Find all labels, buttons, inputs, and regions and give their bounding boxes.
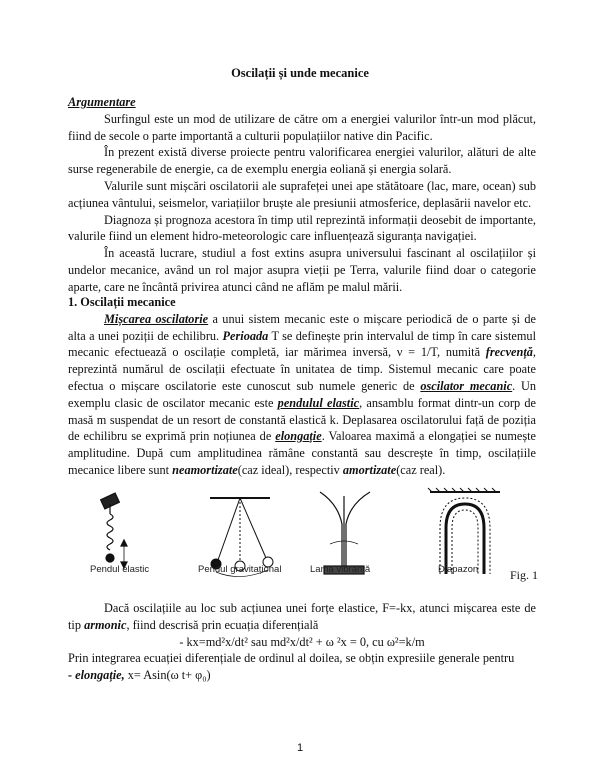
term-elastic-pendulum: pendulul elastic bbox=[277, 395, 360, 410]
section-heading: 1. Oscilații mecanice bbox=[68, 295, 176, 309]
text-span: T se definește prin intervalul de timp în care sistemul mecanic efectuează o oscilație completă, iar mărimea inversă, ν = 1/T, numită bbox=[68, 328, 536, 360]
argument-section bbox=[68, 94, 536, 296]
text-span: (caz real). bbox=[396, 462, 446, 477]
term-frequency: frecvență bbox=[485, 345, 533, 360]
paragraph: În această lucrare, studiul a fost extins asupra universului fascinant al oscilațiilor și undelor mecanice, având un rol major asupra vieții pe Terra, valurile fiind doar o categorie aparte, care ne încântă privirea atunci când ne aflăm pe malul mării. bbox=[68, 246, 536, 294]
term-oscillatory-motion: Mișcarea oscilatorie bbox=[104, 311, 209, 326]
oscillations-section bbox=[68, 294, 536, 479]
term-elongation-label: - elongație, bbox=[68, 668, 125, 683]
paragraph bbox=[68, 600, 536, 634]
argument-heading: Argumentare bbox=[68, 95, 136, 109]
oscillators-illustration bbox=[80, 484, 560, 592]
caption-gravitational-pendulum: Pendul gravitațional bbox=[198, 564, 282, 575]
text-span: . Valoarea maximă a elongației se numește amplitudine. După cum amplitudinea rămâne constantă sau descrește în timp, oscilațiile mecanice libere sunt bbox=[68, 429, 536, 477]
text-span: , reprezintă numărul de oscilații efectuate în unitatea de timp. Sistemul mecanic care poate efectua o mișcare oscilatorie este cunoscut sub numele generic de bbox=[68, 345, 536, 393]
caption-tuning-fork: Diapazon bbox=[438, 564, 479, 575]
text-span: a unui sistem mecanic este o mișcare periodică de o parte și de alta a unei poziții de echilibru. bbox=[68, 311, 537, 343]
page-title: Oscilații și unde mecanice bbox=[231, 66, 369, 80]
formula-text: x= Asin(ω t+ φ₀) bbox=[124, 668, 211, 683]
term-damped: amortizate bbox=[342, 462, 397, 477]
text-span: . Un exemplu clasic de oscilator mecanic este bbox=[68, 378, 537, 410]
tuning-fork-drawing bbox=[428, 488, 500, 574]
term-period: Perioada bbox=[222, 328, 269, 343]
caption-vibrating-blade: Lamă vibrantă bbox=[310, 564, 371, 575]
elongation-formula bbox=[68, 667, 536, 684]
paragraph bbox=[68, 311, 536, 479]
paragraph: Valurile sunt mișcări oscilatorii ale suprafeței unei ape stătătoare (lac, mare, ocean) sub acțiunea vântului, seismelor, variațiilor bruște ale presiunii atmosferice, deplasării navelor etc. bbox=[68, 178, 536, 210]
term-elongation: elongație bbox=[275, 429, 322, 444]
text-span: , ansamblu format dintr-un corp de masă m suspendat de un resort de constantă elastică k. Deplasarea oscilatorului față de poziția de echilibru se exprimă prin noțiunea de bbox=[68, 395, 536, 444]
elastic-pendulum-drawing bbox=[101, 493, 127, 568]
term-undamped: neamortizate bbox=[172, 462, 238, 477]
page-number: 1 bbox=[296, 742, 304, 754]
text-span: (caz ideal), respectiv bbox=[237, 462, 343, 477]
figure-oscillators bbox=[80, 484, 560, 592]
harmonic-section bbox=[68, 600, 536, 684]
term-oscillator: oscilator mecanic bbox=[420, 378, 513, 393]
equation: - kx=md²x/dt² sau md²x/dt² + ω ²x = 0, cu ω²=k/m bbox=[179, 634, 425, 649]
paragraph: În prezent există diverse proiecte pentru valorificarea energiei valurilor, alături de alte surse regenerabile de energie, ca de exemplu energia eoliană și energia solară. bbox=[68, 145, 536, 177]
paragraph: Diagnoza și prognoza acestora în timp util reprezintă informații deosebit de importante, valurile fiind un element hidro-meteorologic care influențează siguranța navigației. bbox=[68, 212, 536, 244]
paragraph: Surfingul este un mod de utilizare de către om a energiei valurilor într-un mod plăcut, fiind de secole o parte importantă a culturii populațiilor native din Pacific. bbox=[68, 111, 536, 143]
vibrating-blade-drawing bbox=[320, 492, 370, 574]
text-span: Dacă oscilațiile au loc sub acțiunea unei forțe elastice, F=-kx, atunci mișcarea este de tip bbox=[68, 601, 536, 632]
term-harmonic: armonic bbox=[84, 617, 127, 632]
caption-elastic-pendulum: Pendul elastic bbox=[90, 564, 150, 575]
paragraph: Prin integrarea ecuației diferențiale de ordinul al doilea, se obțin expresiile generale pentru bbox=[68, 651, 515, 666]
figure-label: Fig. 1 bbox=[510, 568, 539, 582]
text-span: , fiind descrisă prin ecuația diferențială bbox=[126, 617, 319, 632]
